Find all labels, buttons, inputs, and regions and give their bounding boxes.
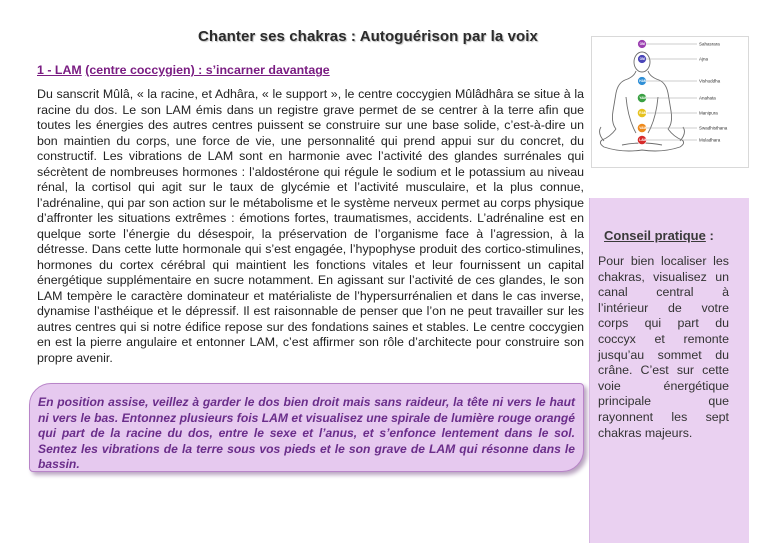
section-heading xyxy=(37,63,587,77)
chakra-syllable: HAM xyxy=(639,79,647,84)
exercise-text: En position assise, veillez à garder le dos bien droit mais sans raideur, la tête ni vers le haut ni vers le bas. Entonnez plusieurs fois LAM et visualisez une spirale de lumière rouge orangé qui part de la racine du dos, entre le sexe et l’anus, et s’enfonce lentement dans le sol. Sentez les vibrations de la terre sous vos pieds et le son grave de LAM qui résonne dans le bassin. xyxy=(38,395,575,472)
chakra-label: Muladhara xyxy=(699,137,721,143)
chakra-label: Anahata xyxy=(699,95,716,101)
chakra-label: Swadhisthana xyxy=(699,125,728,131)
page-title: Chanter ses chakras : Autoguérison par la voix xyxy=(198,28,538,45)
tip-text: Pour bien localiser les chakras, visualisez un canal central à l’intérieur de votre corps qui part du coccyx et remonte jusqu’au sommet du crâne. C’est sur cette voie énergétique principale que rayonnent les sept chakras majeurs. xyxy=(598,254,729,440)
chakra-figure xyxy=(592,37,748,167)
body-paragraph: Du sanscrit Mûlâ, « la racine, et Adhâra, « le support », le centre coccygien Mûlâdhâra se situe à la racine du dos. Le son LAM émis dans un registre grave permet de se centrer à la terre afin que toutes les énergies des autres centres puissent se construire sur une base solide, c’est-à-dire un bon maintien du corps, une force de vie, une personnalité qui prend appui sur du concret, du constructif. Les vibrations de LAM sont en harmonie avec l’activité des glandes surrénales qui sécrètent de nombreuses hormones : l’aldostérone qui régule le sodium et le potassium au niveau rénal, la cortisol qui agit sur le taux de glycémie et l’activité musculaire, et la plus connue, l’adrénaline, qui par son action sur le métabolisme et le système nerveux permet au corps physique d’affronter les situations extrêmes : émotions fortes, traumatismes, accidents. L’adrénaline est en quelque sorte l’énergie du désespoir, la préservation de l’organisme face à l’agression, à la détresse. Dans cette lutte hormonale qui s’est engagée, l’hypophyse produit des cortico-stimulines, hormones du cortex cérébral qui maintient les fonctions vitales et leur fournissent un capital énergétique supplémentaire en sucre notamment. En agissant sur l’activité de ces glandes, le son LAM tempère le caractère dominateur et matérialiste de l’hypersurrénalien et dans le cas inverse, dynamise l’asthéique et le dépressif. Il est raisonnable de penser que l’on ne peut travailler sur les autres centres qui si notre édifice repose sur des fondations saines et stables. Le centre coccygien en est la pierre angulaire et entonner LAM, c’est affirmer son rôle d’architecte pour construire son propre avenir. xyxy=(37,87,584,365)
chakra-labels xyxy=(699,42,728,143)
chakra-syllable: OM xyxy=(639,57,645,62)
exercise-box xyxy=(29,383,584,472)
tip-title xyxy=(604,228,744,243)
tip-title-text: Conseil pratique xyxy=(604,228,706,243)
tip-title-suffix: : xyxy=(705,228,714,243)
chakra-syllable: OM xyxy=(639,42,645,47)
chakra-syllable: LAM xyxy=(639,138,647,143)
leader-lines xyxy=(646,44,697,140)
section-label: (centre coccygien) : s’incarner davantage xyxy=(85,63,330,77)
chakra-syllable: VAM xyxy=(639,126,647,131)
chakra-label: Manipura xyxy=(699,110,718,116)
chakra-label: Sahasrara xyxy=(699,41,720,47)
chakra-diagram xyxy=(591,36,749,168)
chakra-syllable: YAM xyxy=(639,96,647,101)
chakra-label: Ajna xyxy=(699,56,709,62)
practical-tip-sidebar xyxy=(589,198,749,543)
section-number: 1 - LAM xyxy=(37,63,82,77)
chakra-label: Vishuddha xyxy=(699,78,721,84)
chakra-syllable: RAM xyxy=(639,111,647,116)
